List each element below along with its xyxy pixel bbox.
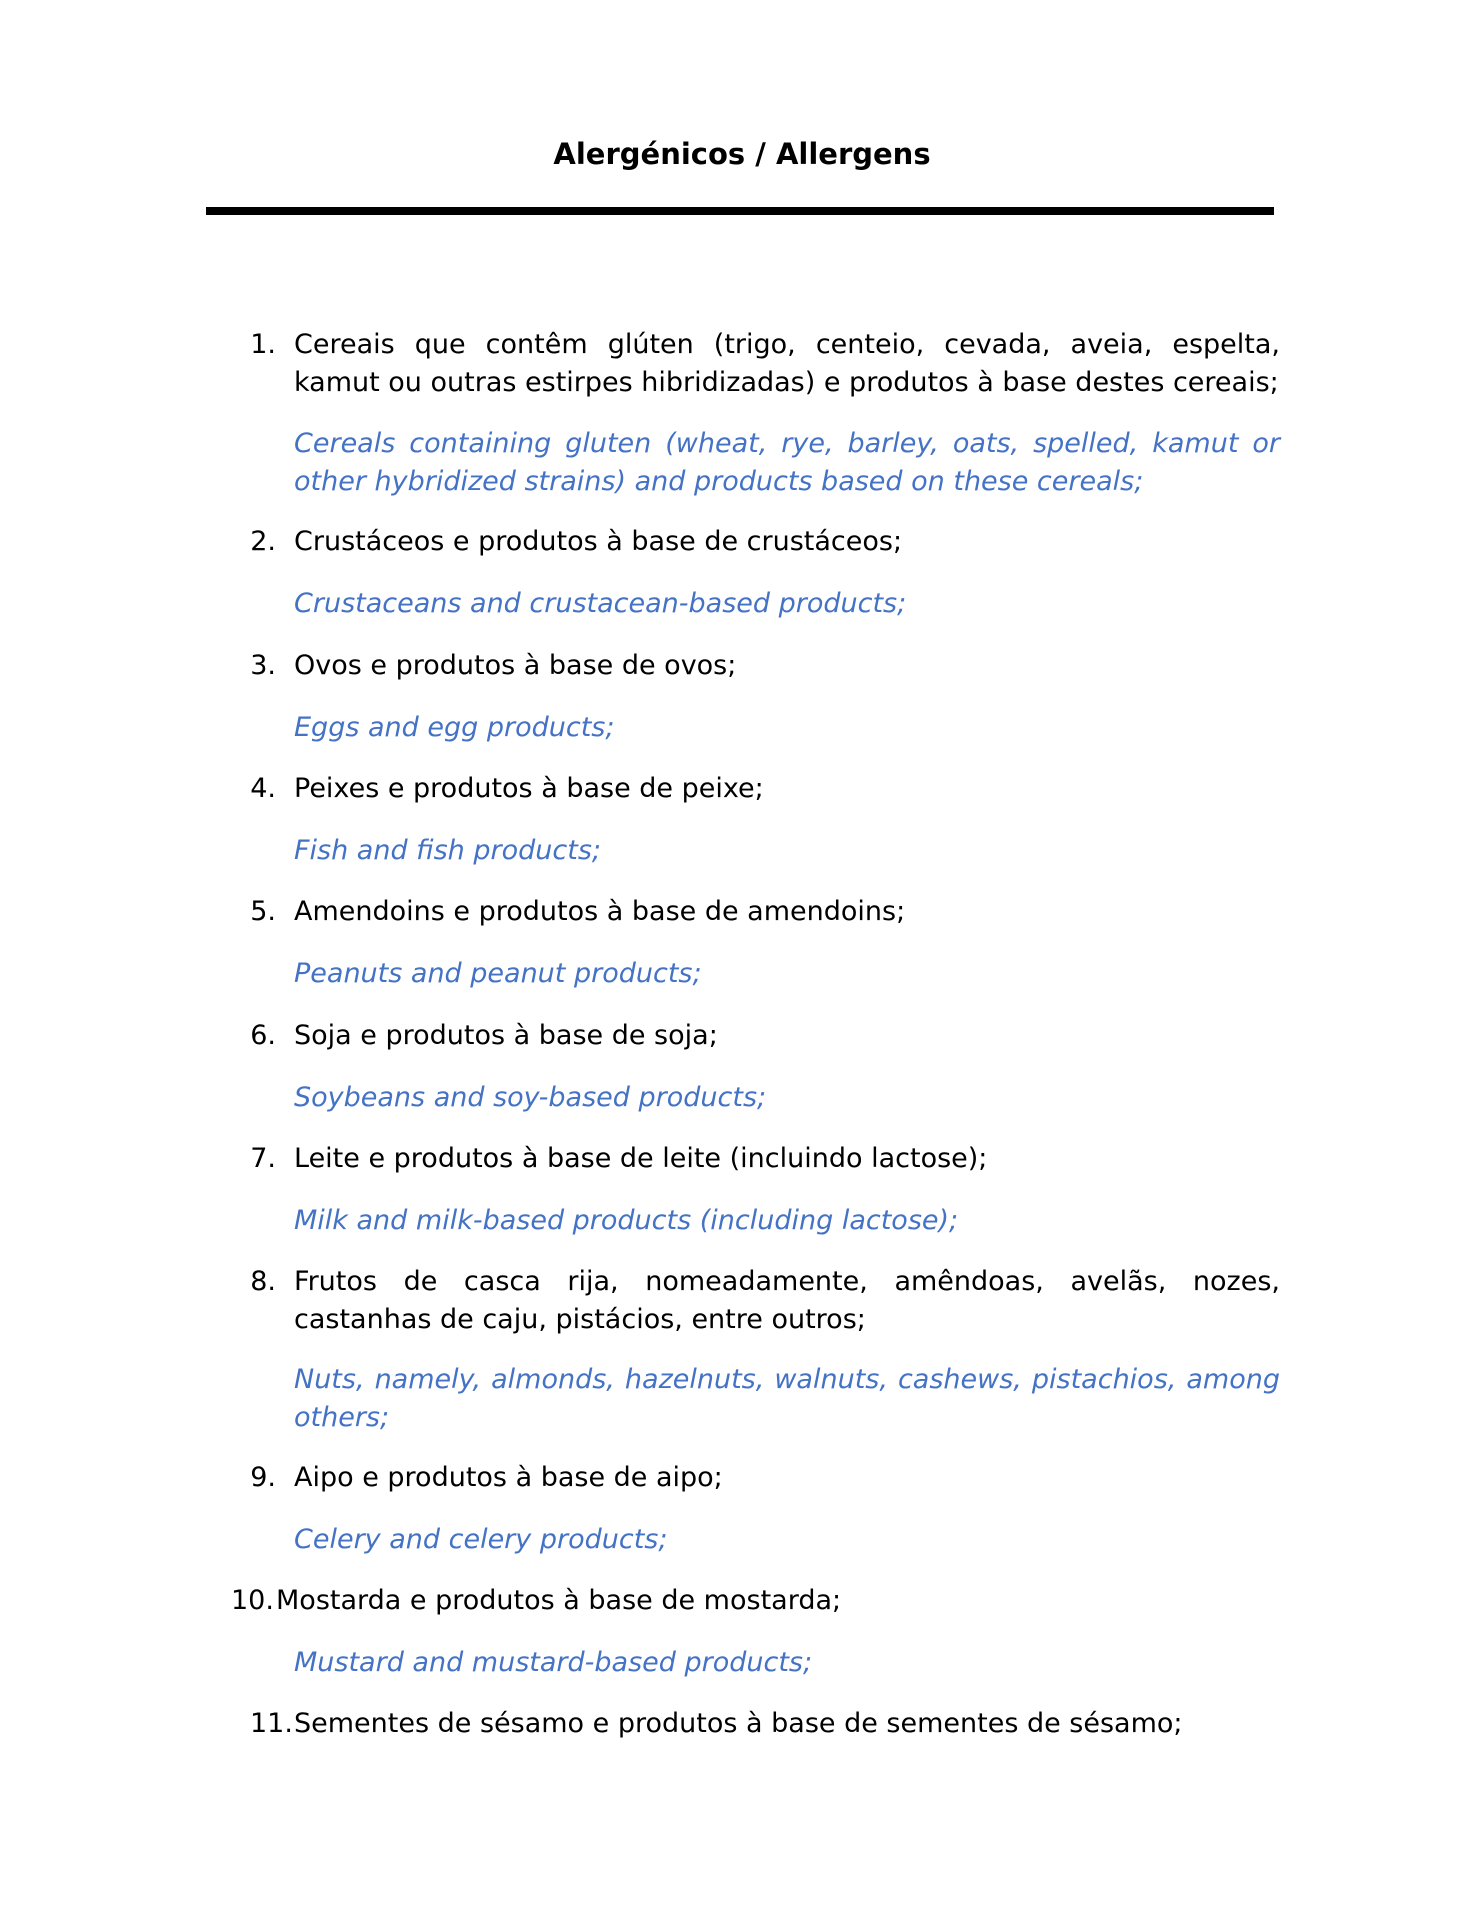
allergen-en: Peanuts and peanut products; <box>294 958 702 989</box>
allergen-pt: Mostarda e produtos à base de mostarda; <box>276 1585 842 1616</box>
allergen-en: Soybeans and soy-based products; <box>294 1082 767 1113</box>
item-number: 6. <box>250 1020 276 1051</box>
item-number: 11. <box>250 1708 293 1739</box>
item-number: 1. <box>250 329 276 360</box>
allergen-pt: Cereais que contêm glúten (trigo, centeio, cevada, aveia, espelta, kamut ou outras estirpes hibridizadas) e produtos à base destes cereais; <box>294 329 1280 398</box>
item-number: 9. <box>250 1462 276 1493</box>
allergen-en: Nuts, namely, almonds, hazelnuts, walnuts, cashews, pistachios, among others; <box>294 1364 1280 1433</box>
allergen-en: Crustaceans and crustacean-based products; <box>294 588 907 619</box>
allergen-pt: Leite e produtos à base de leite (incluindo lactose); <box>294 1143 988 1174</box>
allergen-en: Milk and milk-based products (including lactose); <box>294 1205 959 1236</box>
allergen-pt: Frutos de casca rija, nomeadamente, amêndoas, avelãs, nozes, castanhas de caju, pistácios, entre outros; <box>294 1266 1280 1335</box>
allergen-pt: Sementes de sésamo e produtos à base de sementes de sésamo; <box>294 1708 1183 1739</box>
allergen-pt: Aipo e produtos à base de aipo; <box>294 1462 723 1493</box>
allergen-en: Mustard and mustard-based products; <box>294 1647 813 1678</box>
page-title: Alergénicos / Allergens <box>553 137 931 171</box>
allergen-pt: Soja e produtos à base de soja; <box>294 1020 718 1051</box>
item-number: 5. <box>250 896 276 927</box>
item-number: 4. <box>250 773 276 804</box>
item-number: 8. <box>250 1266 276 1297</box>
allergen-pt: Ovos e produtos à base de ovos; <box>294 650 737 681</box>
item-number: 7. <box>250 1143 276 1174</box>
allergen-pt: Amendoins e produtos à base de amendoins; <box>294 896 906 927</box>
item-number: 10. <box>231 1585 274 1616</box>
allergen-pt: Crustáceos e produtos à base de crustáceos; <box>294 526 903 557</box>
item-number: 3. <box>250 650 276 681</box>
allergen-en: Eggs and egg products; <box>294 712 615 743</box>
allergen-en: Fish and fish products; <box>294 835 601 866</box>
allergen-pt: Peixes e produtos à base de peixe; <box>294 773 764 804</box>
item-number: 2. <box>250 526 276 557</box>
allergen-en: Celery and celery products; <box>294 1524 668 1555</box>
allergen-en: Cereals containing gluten (wheat, rye, barley, oats, spelled, kamut or other hybridized strains) and products based on these cereals; <box>294 428 1280 497</box>
